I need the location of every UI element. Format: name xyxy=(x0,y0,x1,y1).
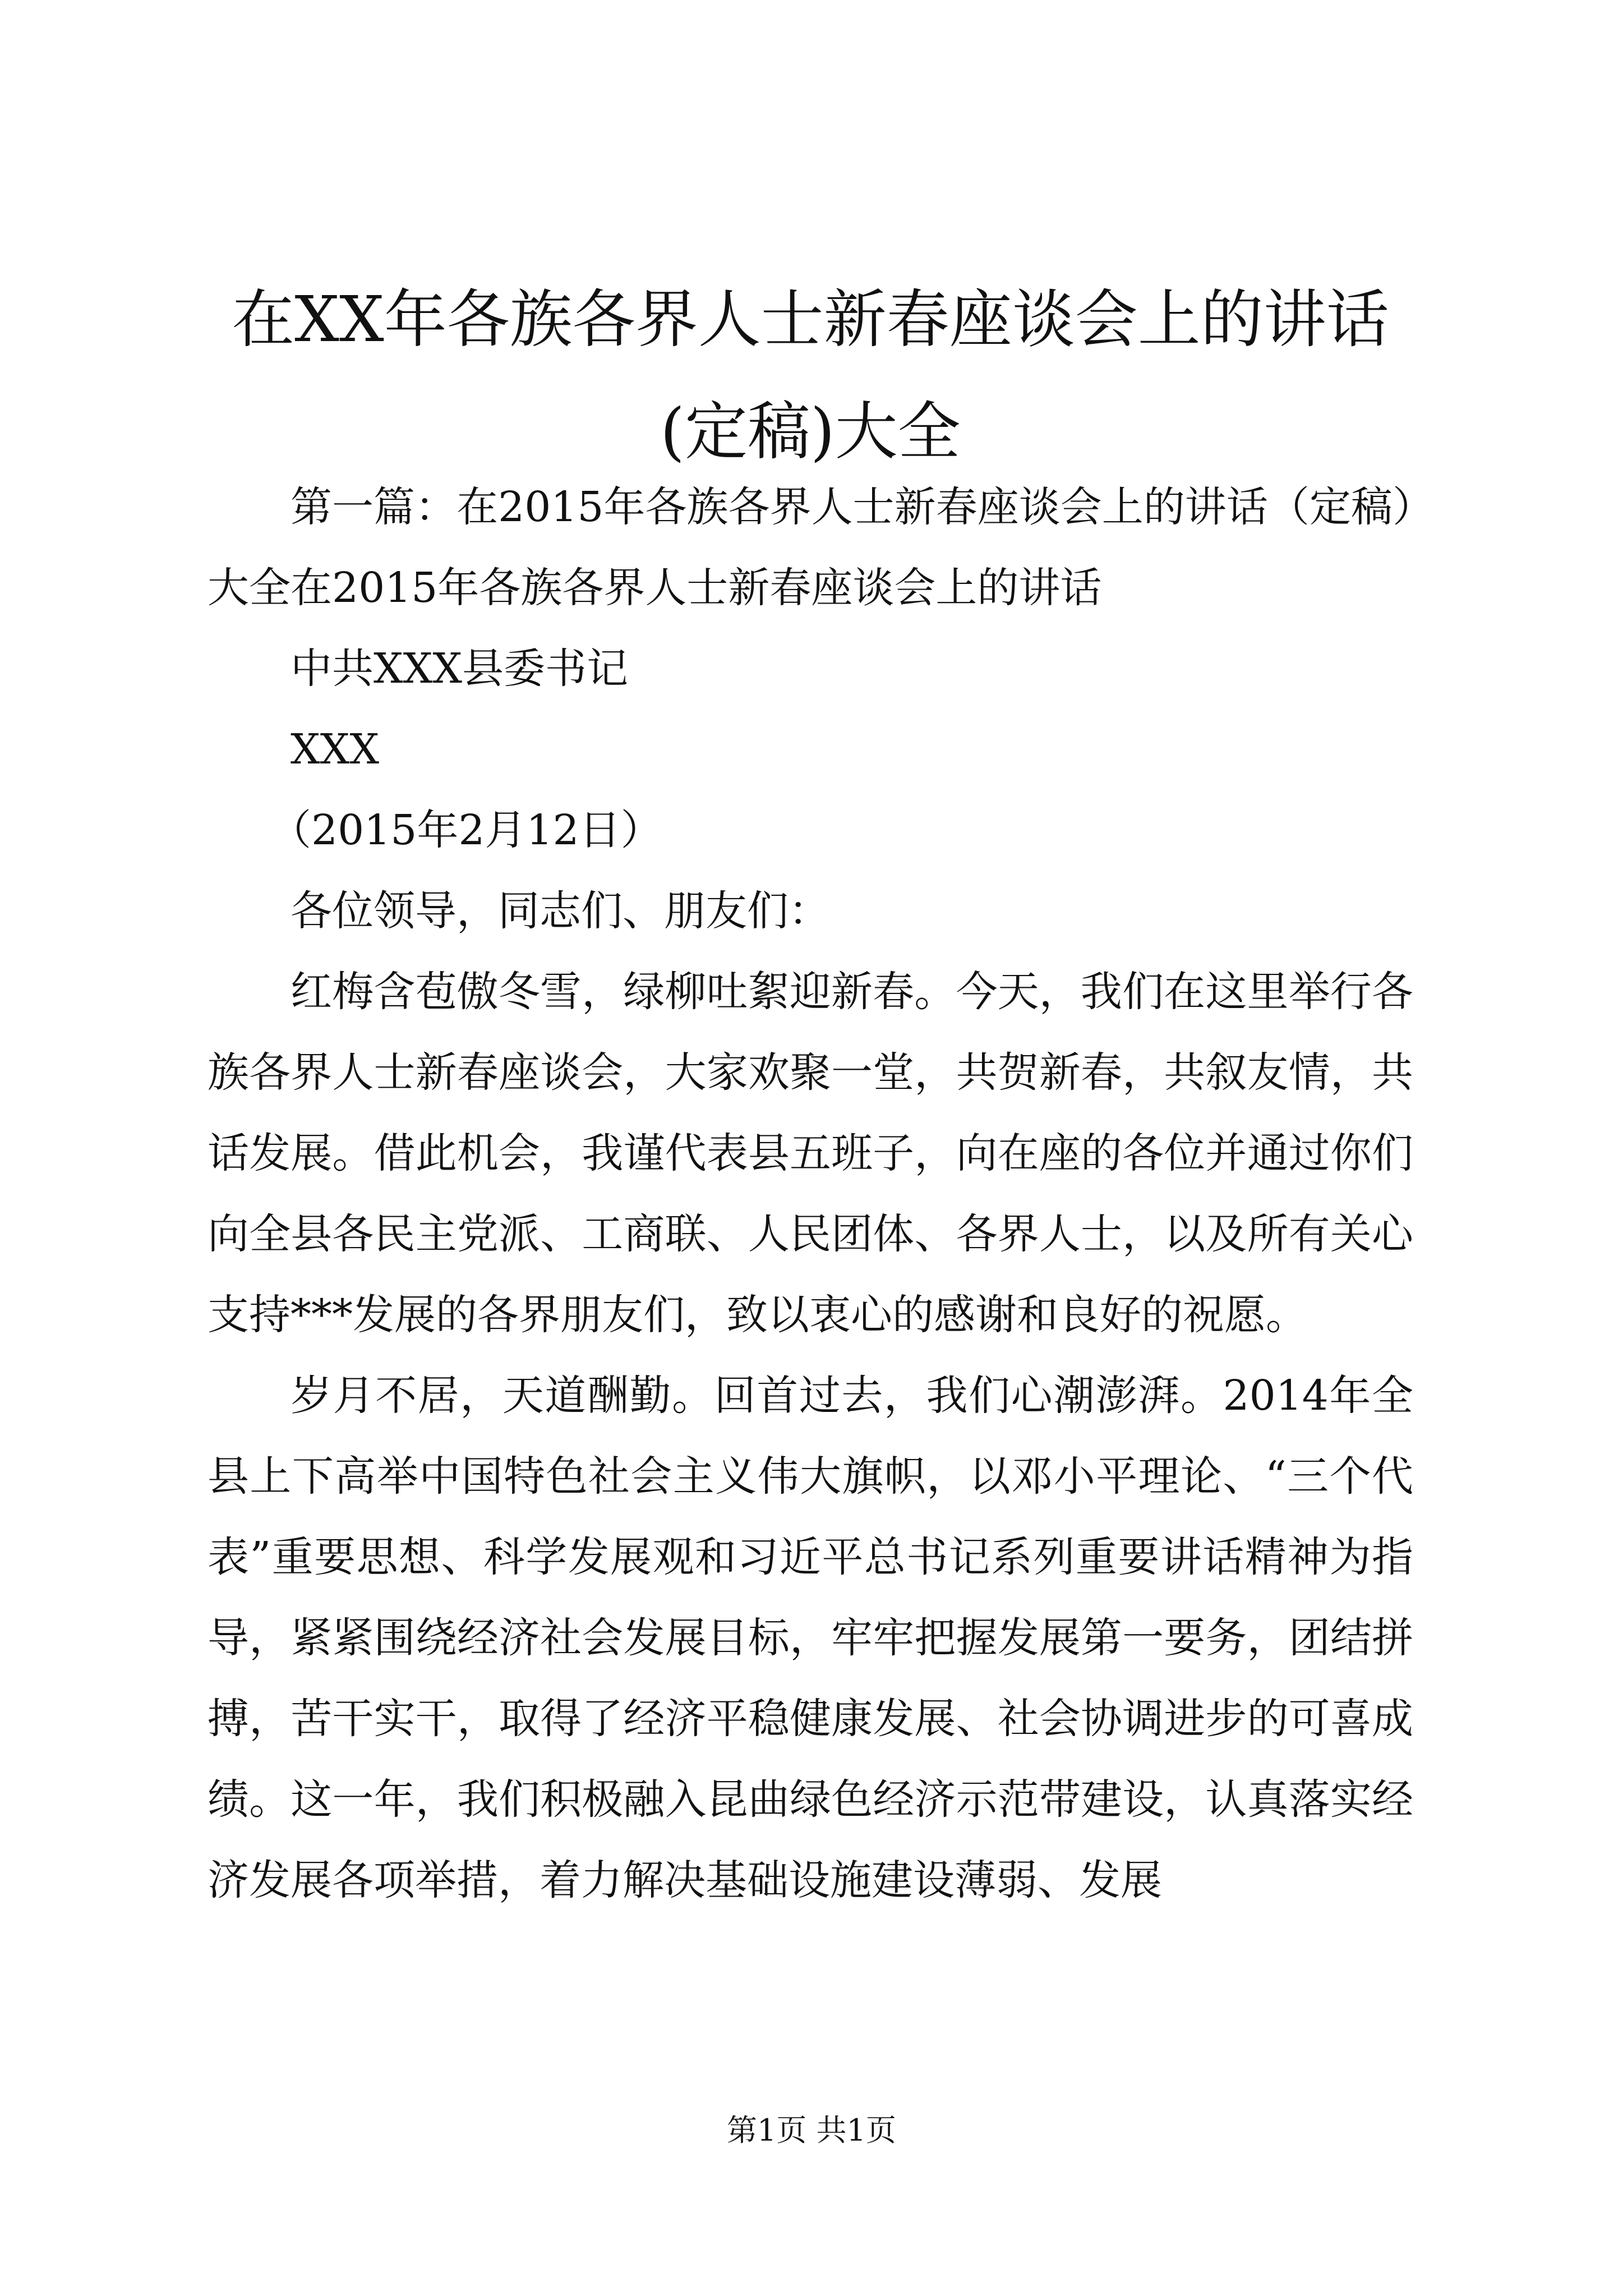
paragraph-salutation: 各位领导，同志们、朋友们： xyxy=(291,887,830,935)
paragraph-greeting: 红梅含苞傲冬雪，绿柳吐絮迎新春。今天，我们在这里举行各族各界人士新春座谈会，大家欢聚一堂，共贺新春，共叙友情，共话发展。借此机会，我谨代表县五班子，向在座的各位并通过你们向全县各民主党派、工商联、人民团体、各界人士，以及所有关心支持***发展的各界朋友们，致以衷心的感谢和良好的祝愿。 xyxy=(208,968,1413,1339)
paragraph-date: （2015年2月12日） xyxy=(270,806,662,854)
page-footer: 第1页 共1页 xyxy=(727,2113,896,2148)
paragraph-review: 岁月不居，天道酬勤。回首过去，我们心潮澎湃。2014年全县上下高举中国特色社会主义伟大旗帜，以邓小平理论、“三个代表”重要思想、科学发展观和习近平总书记系列重要讲话精神为指导，紧紧围绕经济社会发展目标，牢牢把握发展第一要务，团结拼搏，苦干实干，取得了经济平稳健康发展、社会协调进步的可喜成绩。这一年，我们积极融入昆曲绿色经济示范带建设，认真落实经济发展各项举措，着力解决基础设施建设薄弱、发展 xyxy=(208,1372,1413,1904)
paragraph-author-title: 中共XXX县委书记 xyxy=(291,645,629,693)
paragraph-heading: 第一篇：在2015年各族各界人士新春座谈会上的讲话（定稿）大全在2015年各族各界人士新春座谈会上的讲话 xyxy=(208,483,1413,612)
document-body xyxy=(208,467,1413,1921)
paragraph-author-name: XXX xyxy=(291,725,380,774)
document-title: 在XX年各族各界人士新春座谈会上的讲话(定稿)大全 xyxy=(232,283,1389,468)
